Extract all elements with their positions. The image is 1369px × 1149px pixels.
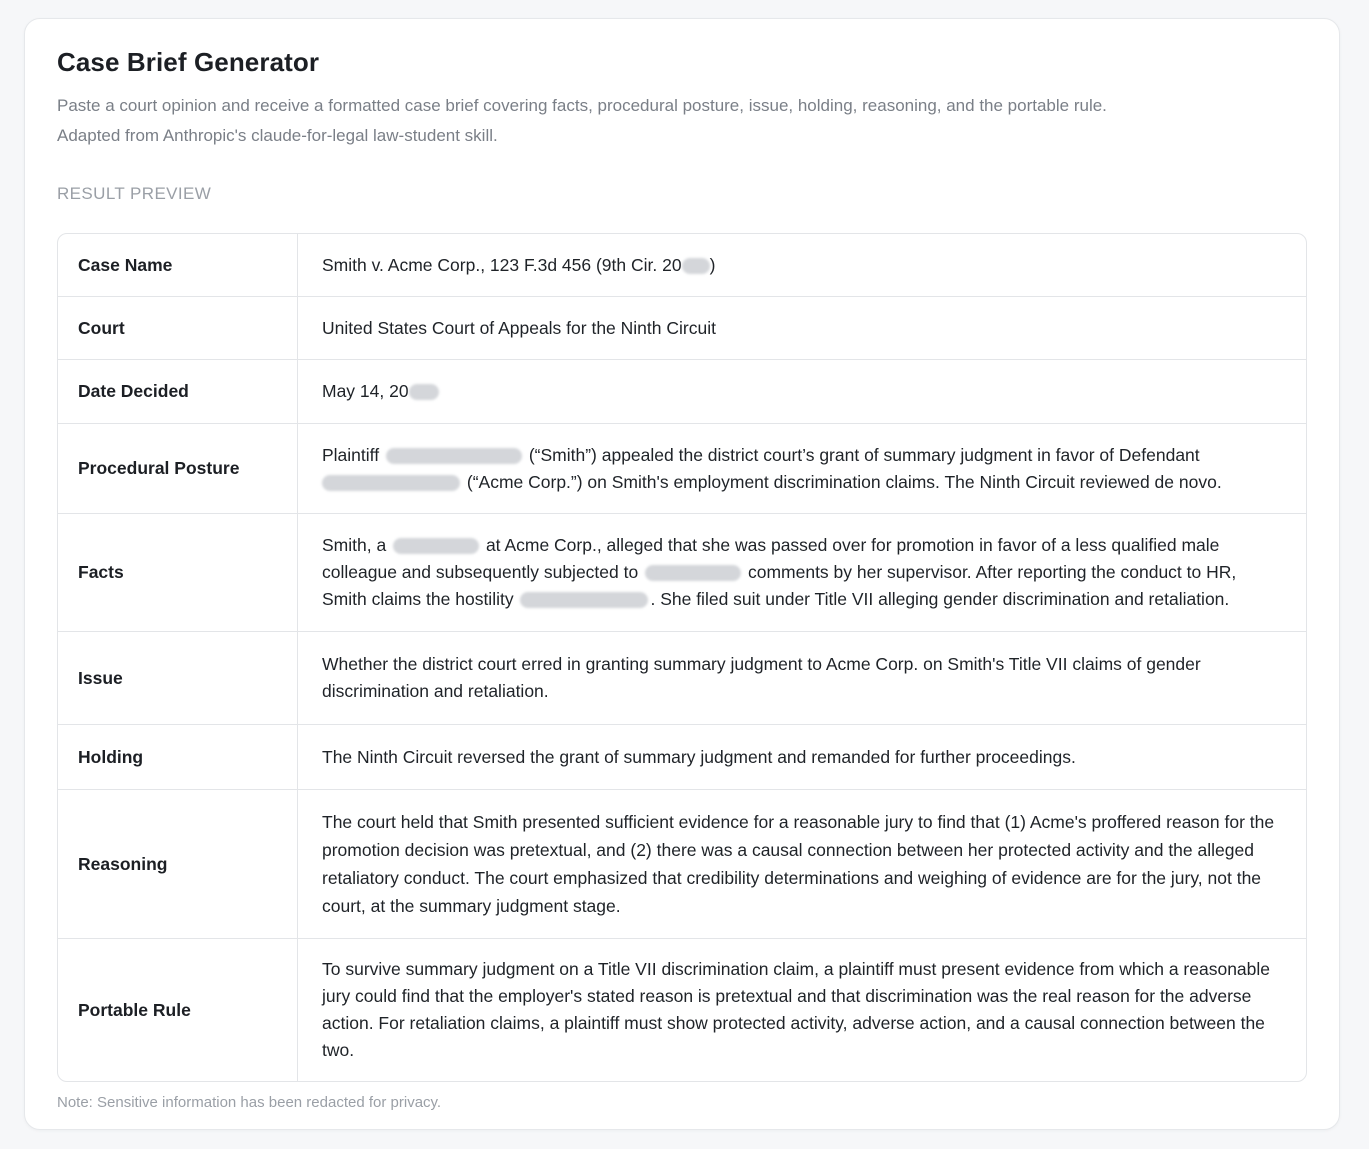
date-decided-text: May 14, 20 [322, 381, 409, 401]
redaction-bar [386, 448, 522, 464]
facts-label: Facts [58, 514, 298, 631]
page-description [57, 91, 1297, 151]
reasoning-label: Reasoning [58, 790, 298, 938]
redaction-bar [409, 384, 439, 400]
row-case-name [58, 234, 1306, 296]
case-name-close: ) [709, 254, 716, 275]
case-name-text: Smith v. Acme Corp., 123 F.3d 456 (9th Cir. 20 [322, 254, 682, 275]
redaction-bar [520, 592, 648, 608]
facts-text-1: Smith, a [322, 535, 387, 555]
row-issue [58, 631, 1306, 724]
redaction-bar [682, 258, 710, 274]
holding-label: Holding [58, 725, 298, 789]
posture-text-1: Plaintiff [322, 444, 380, 465]
row-date-decided [58, 359, 1306, 423]
holding-value: The Ninth Circuit reversed the grant of summary judgment and remanded for further proceedings. [322, 746, 1076, 767]
portable-rule-label: Portable Rule [58, 939, 298, 1081]
row-procedural-posture [58, 423, 1306, 513]
facts-text-3: comments by her supervisor. After reporting the conduct to HR, Smith claims the hostility [322, 562, 1237, 609]
court-label: Court [58, 297, 298, 359]
procedural-posture-label: Procedural Posture [58, 424, 298, 513]
case-name-value [298, 234, 1306, 296]
posture-text-3: (“Acme Corp.”) on Smith's employment discrimination claims. The Ninth Circuit reviewed de novo. [466, 471, 1222, 492]
row-reasoning [58, 789, 1306, 938]
row-facts [58, 513, 1306, 631]
case-name-label: Case Name [58, 234, 298, 296]
case-brief-card [24, 18, 1340, 1130]
row-court [58, 296, 1306, 359]
result-preview-label: RESULT PREVIEW [57, 184, 212, 203]
row-holding [58, 724, 1306, 789]
reasoning-value: The court held that Smith presented sufficient evidence for a reasonable jury to find that (1) Acme's proffered reason for the promotion decision was pretextual, and (2) there was a causal connection between her protected activity and the alleged retaliatory conduct. The court emphasized that credibility determinations and weighing of evidence are for the jury, not the court, at the summary judgment stage. [322, 812, 1275, 916]
facts-text-2: at Acme Corp., alleged that she was passed over for promotion in favor of a less qualified male colleague and subsequently subjected to [322, 535, 1220, 582]
date-decided-value [298, 360, 1306, 423]
date-decided-label: Date Decided [58, 360, 298, 423]
facts-text-4: . She filed suit under Title VII alleging gender discrimination and retaliation. [650, 589, 1230, 609]
procedural-posture-value [298, 424, 1306, 513]
description-line-1: Paste a court opinion and receive a formatted case brief covering facts, procedural posture, issue, holding, reasoning, and the portable rule. [57, 96, 1107, 115]
issue-label: Issue [58, 632, 298, 724]
redaction-bar [393, 538, 479, 554]
case-brief-table [57, 233, 1307, 1082]
posture-text-2: (“Smith”) appealed the district court’s grant of summary judgment in favor of Defendant [528, 444, 1200, 465]
description-line-2: Adapted from Anthropic's claude-for-legal law-student skill. [57, 126, 498, 145]
portable-rule-value: To survive summary judgment on a Title VII discrimination claim, a plaintiff must present evidence from which a reasonable jury could find that the employer's stated reason is pretextual and that discrimination was the real reason for the adverse action. For retaliation claims, a plaintiff must show protected activity, adverse action, and a causal connection between the two. [322, 959, 1271, 1060]
facts-value [298, 514, 1306, 631]
court-value: United States Court of Appeals for the Ninth Circuit [322, 317, 716, 338]
page-title: Case Brief Generator [57, 47, 320, 77]
privacy-note: Note: Sensitive information has been redacted for privacy. [57, 1094, 442, 1111]
row-portable-rule [58, 938, 1306, 1081]
redaction-bar [322, 475, 460, 491]
issue-value: Whether the district court erred in granting summary judgment to Acme Corp. on Smith's Title VII claims of gender discrimination and retaliation. [322, 654, 1201, 701]
redaction-bar [645, 565, 741, 581]
